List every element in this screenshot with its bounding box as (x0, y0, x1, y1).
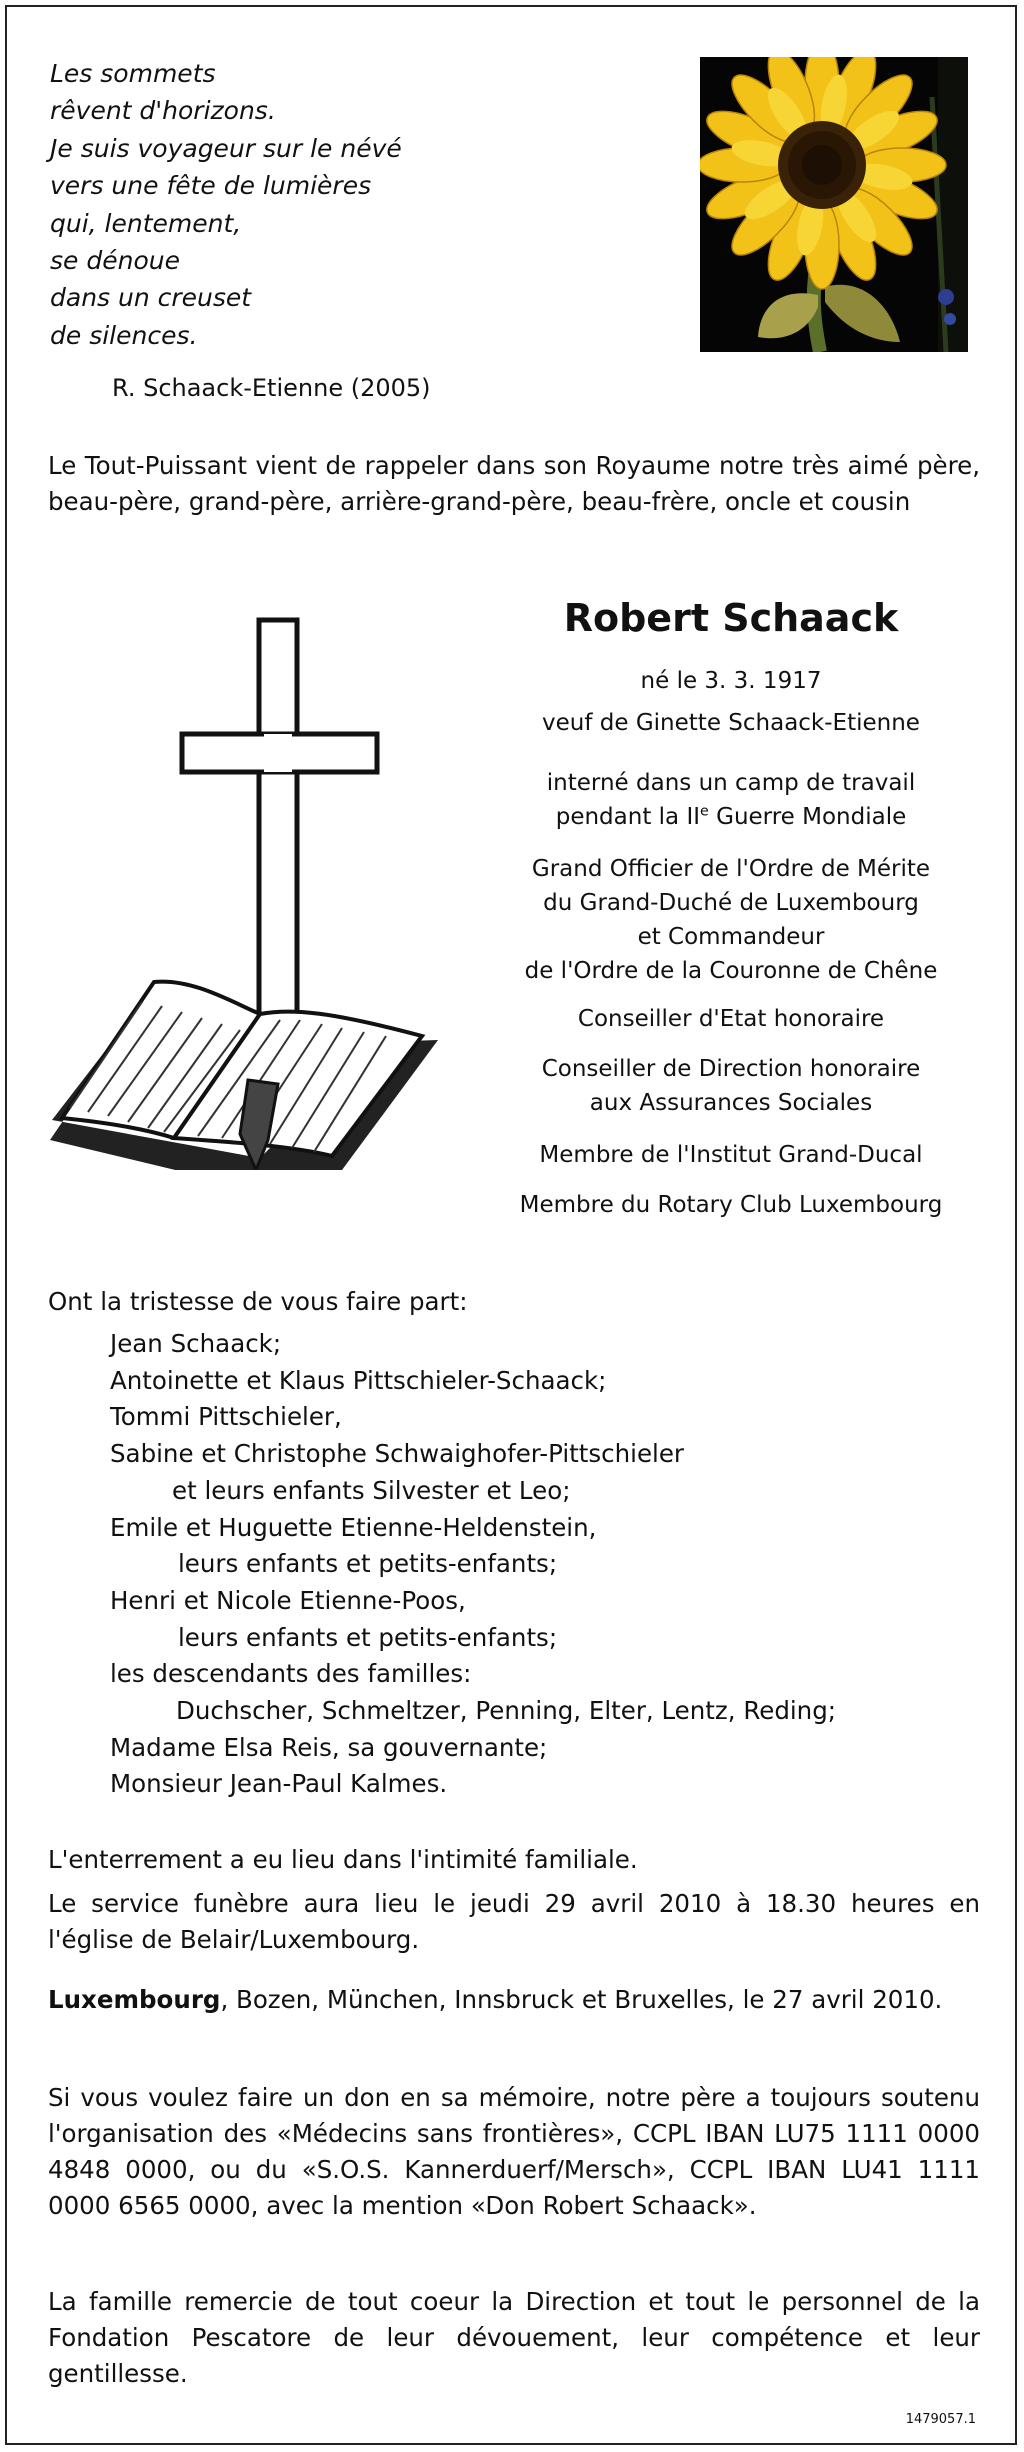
interned-line-text: Guerre Mondiale (708, 804, 907, 830)
family-line: leurs enfants et petits-enfants; (178, 1622, 558, 1652)
family-line: Jean Schaack; (110, 1329, 282, 1358)
family-line: Sabine et Christophe Schwaighofer-Pittschieler (110, 1439, 684, 1469)
direction-block (486, 1052, 976, 1120)
sunflower-photo (700, 57, 968, 352)
sunflower-icon (700, 57, 968, 352)
family-line: Duchscher, Schmeltzer, Penning, Elter, Lentz, Reding; (176, 1696, 837, 1726)
cross-and-bible-illustration (42, 610, 442, 1170)
institut-membership: Membre de l'Institut Grand-Ducal (539, 1142, 923, 1168)
thanks-paragraph: La famille remercie de tout coeur la Direction et tout le personnel de la Fondation Pescatore de leur dévouement, leur compétence et leur gentillesse. (48, 2287, 980, 2388)
officer-line: et Commandeur (637, 924, 825, 950)
poem-line: se dénoue (50, 246, 180, 276)
family-line: leurs enfants et petits-enfants; (178, 1549, 558, 1579)
poem-author: R. Schaack-Etienne (2005) (112, 374, 431, 402)
interned-line (486, 800, 976, 834)
poem-line: Je suis voyageur sur le névé (50, 133, 402, 163)
family-list (110, 1326, 836, 1803)
birth-date: né le 3. 3. 1917 (640, 668, 822, 694)
place-bold: Luxembourg (48, 1985, 221, 2014)
direction-line: aux Assurances Sociales (589, 1090, 873, 1116)
poem-line: dans un creuset (50, 283, 252, 313)
intro-paragraph: Le Tout-Puissant vient de rappeler dans son Royaume notre très aimé père, beau-père, grand-père, arrière-grand-père, beau-frère, oncle et cousin (48, 451, 980, 516)
cross-icon (42, 610, 442, 1170)
officer-block (486, 852, 976, 988)
poem-line: rêvent d'horizons. (50, 96, 276, 126)
council-title: Conseiller d'Etat honoraire (577, 1006, 885, 1032)
poem-line: vers une fête de lumières (50, 171, 372, 201)
service-note: Le service funèbre aura lieu le jeudi 29 avril 2010 à 18.30 heures en l'église de Belair/Luxembourg. (48, 1889, 980, 1954)
reference-number: 1479057.1 (905, 2412, 976, 2427)
interned-line: interné dans un camp de travail (546, 770, 916, 796)
superscript: e (700, 803, 709, 820)
direction-line: Conseiller de Direction honoraire (541, 1056, 921, 1082)
open-book-icon (50, 982, 438, 1170)
notice-border (5, 5, 1017, 2445)
donation-paragraph: Si vous voulez faire un don en sa mémoire, notre père a toujours soutenu l'organisation des «Médecins sans frontières», CCPL IBAN LU75 1111 0000 4848 0000, ou du «S.O.S. Kannerduerf/Mersch», CCPL IBAN LU41 1111 0000 6565 0000, avec la mention «Don Robert Schaack». (48, 2083, 980, 2220)
place-rest: , Bozen, München, Innsbruck et Bruxelles, le 27 avril 2010. (220, 1985, 943, 2014)
officer-line: Grand Officier de l'Ordre de Mérite (531, 856, 931, 882)
widower-line: veuf de Ginette Schaack-Etienne (542, 710, 920, 736)
family-line: Monsieur Jean-Paul Kalmes. (110, 1769, 448, 1799)
rotary-membership: Membre du Rotary Club Luxembourg (519, 1192, 943, 1218)
family-line: et leurs enfants Silvester et Leo; (172, 1475, 571, 1505)
interned-line-text: pendant la II (555, 804, 701, 830)
family-line: Madame Elsa Reis, sa gouvernante; (110, 1732, 548, 1762)
interned-block (486, 766, 976, 834)
burial-note: L'enterrement a eu lieu dans l'intimité familiale. (48, 1845, 638, 1874)
family-line: Emile et Huguette Etienne-Heldenstein, (110, 1512, 597, 1542)
officer-line: du Grand-Duché de Luxembourg (543, 890, 919, 916)
family-line: les descendants des familles: (110, 1659, 472, 1689)
place-date (48, 1982, 980, 2018)
poem-line: Les sommets (50, 59, 216, 88)
poem-line: de silences. (50, 320, 198, 350)
poem-line: qui, lentement, (50, 208, 242, 238)
deceased-name: Robert Schaack (563, 596, 899, 640)
family-line: Tommi Pittschieler, (110, 1402, 342, 1432)
poem (50, 55, 402, 354)
family-line: Henri et Nicole Etienne-Poos, (110, 1585, 466, 1615)
share-heading: Ont la tristesse de vous faire part: (48, 1287, 468, 1316)
officer-line: de l'Ordre de la Couronne de Chêne (524, 958, 938, 984)
family-line: Antoinette et Klaus Pittschieler-Schaack; (110, 1365, 607, 1395)
